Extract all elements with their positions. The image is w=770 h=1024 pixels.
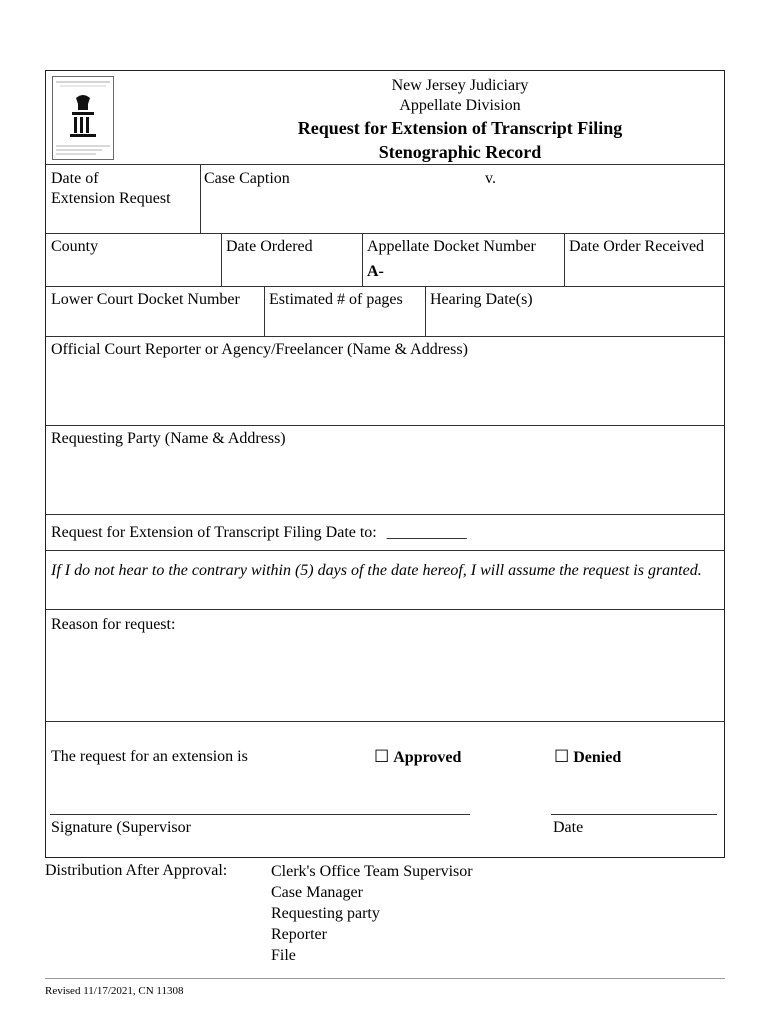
- supervisor-signature-line[interactable]: [50, 814, 470, 815]
- reason-field[interactable]: [46, 610, 724, 722]
- denied-checkbox[interactable]: [554, 747, 621, 768]
- list-item: Requesting party: [271, 905, 380, 922]
- transcript-extension-form: [45, 70, 725, 858]
- extension-request-label: Extension Request: [51, 190, 171, 207]
- extension-date-row: [46, 515, 724, 551]
- reason-label: Reason for request:: [51, 616, 176, 633]
- estimated-pages-label: Estimated # of pages: [269, 291, 403, 308]
- hearing-dates-label: Hearing Date(s): [430, 291, 533, 308]
- date-ordered-label: Date Ordered: [226, 238, 313, 255]
- date-order-received-label: Date Order Received: [569, 238, 705, 255]
- footer-divider: [45, 978, 725, 979]
- form-header: [46, 71, 724, 165]
- date-signature-line[interactable]: [551, 814, 717, 815]
- requesting-party-field[interactable]: [46, 426, 724, 515]
- reporter-field[interactable]: [46, 337, 724, 426]
- date-order-received-field[interactable]: [564, 234, 724, 286]
- nj-courts-seal-icon: [52, 76, 114, 160]
- distribution-list: [271, 861, 571, 966]
- hearing-dates-field[interactable]: [425, 287, 724, 336]
- case-caption-field[interactable]: [200, 165, 724, 233]
- row-date-caption: [46, 165, 724, 234]
- estimated-pages-field[interactable]: [264, 287, 425, 336]
- org-name: New Jersey Judiciary: [391, 77, 529, 94]
- row-lower-court: [46, 287, 724, 337]
- list-item: Case Manager: [271, 884, 363, 901]
- date-ordered-field[interactable]: [221, 234, 362, 286]
- distribution-label: Distribution After Approval:: [45, 862, 228, 879]
- date-of-request-field[interactable]: [46, 165, 200, 233]
- case-caption-label: Case Caption: [204, 170, 290, 187]
- appellate-docket-field[interactable]: [362, 234, 564, 286]
- form-subtitle: Stenographic Record: [378, 142, 542, 162]
- reporter-label: Official Court Reporter or Agency/Freelancer (Name & Address): [51, 341, 468, 358]
- county-field[interactable]: [46, 234, 221, 286]
- row-county-docket: [46, 234, 724, 287]
- lower-court-docket-label: Lower Court Docket Number: [51, 291, 240, 308]
- revised-note: Revised 11/17/2021, CN 11308: [45, 985, 184, 997]
- approved-box-icon: ☐: [374, 747, 390, 766]
- date-label: Date: [553, 819, 584, 836]
- denied-label: Denied: [573, 749, 622, 766]
- form-title: Request for Extension of Transcript Filing: [297, 118, 623, 138]
- county-label: County: [51, 238, 99, 255]
- extension-date-input[interactable]: __________: [386, 524, 467, 541]
- notice-text: If I do not hear to the contrary within (5) days of the date hereof, I will assume the request is granted.: [51, 562, 702, 579]
- extension-date-label: Request for Extension of Transcript Filing Date to:: [51, 524, 377, 541]
- supervisor-signature-label: Signature (Supervisor: [51, 819, 191, 836]
- list-item: Reporter: [271, 926, 327, 943]
- nj-courts-logo: [52, 76, 114, 160]
- denied-box-icon: ☐: [554, 747, 570, 766]
- decision-label: The request for an extension is: [51, 748, 248, 765]
- division-name: Appellate Division: [399, 97, 521, 114]
- approved-checkbox[interactable]: [374, 747, 461, 768]
- appellate-docket-prefix: A-: [367, 263, 384, 280]
- appellate-docket-label: Appellate Docket Number: [367, 238, 536, 255]
- requesting-party-label: Requesting Party (Name & Address): [51, 430, 286, 447]
- versus-label: v.: [485, 170, 496, 187]
- date-of-label: Date of: [51, 170, 99, 187]
- notice-row: [46, 551, 724, 610]
- lower-court-docket-field[interactable]: [46, 287, 264, 336]
- decision-row: [46, 722, 724, 857]
- list-item: Clerk's Office Team Supervisor: [271, 863, 473, 880]
- approved-label: Approved: [393, 749, 462, 766]
- list-item: File: [271, 947, 296, 964]
